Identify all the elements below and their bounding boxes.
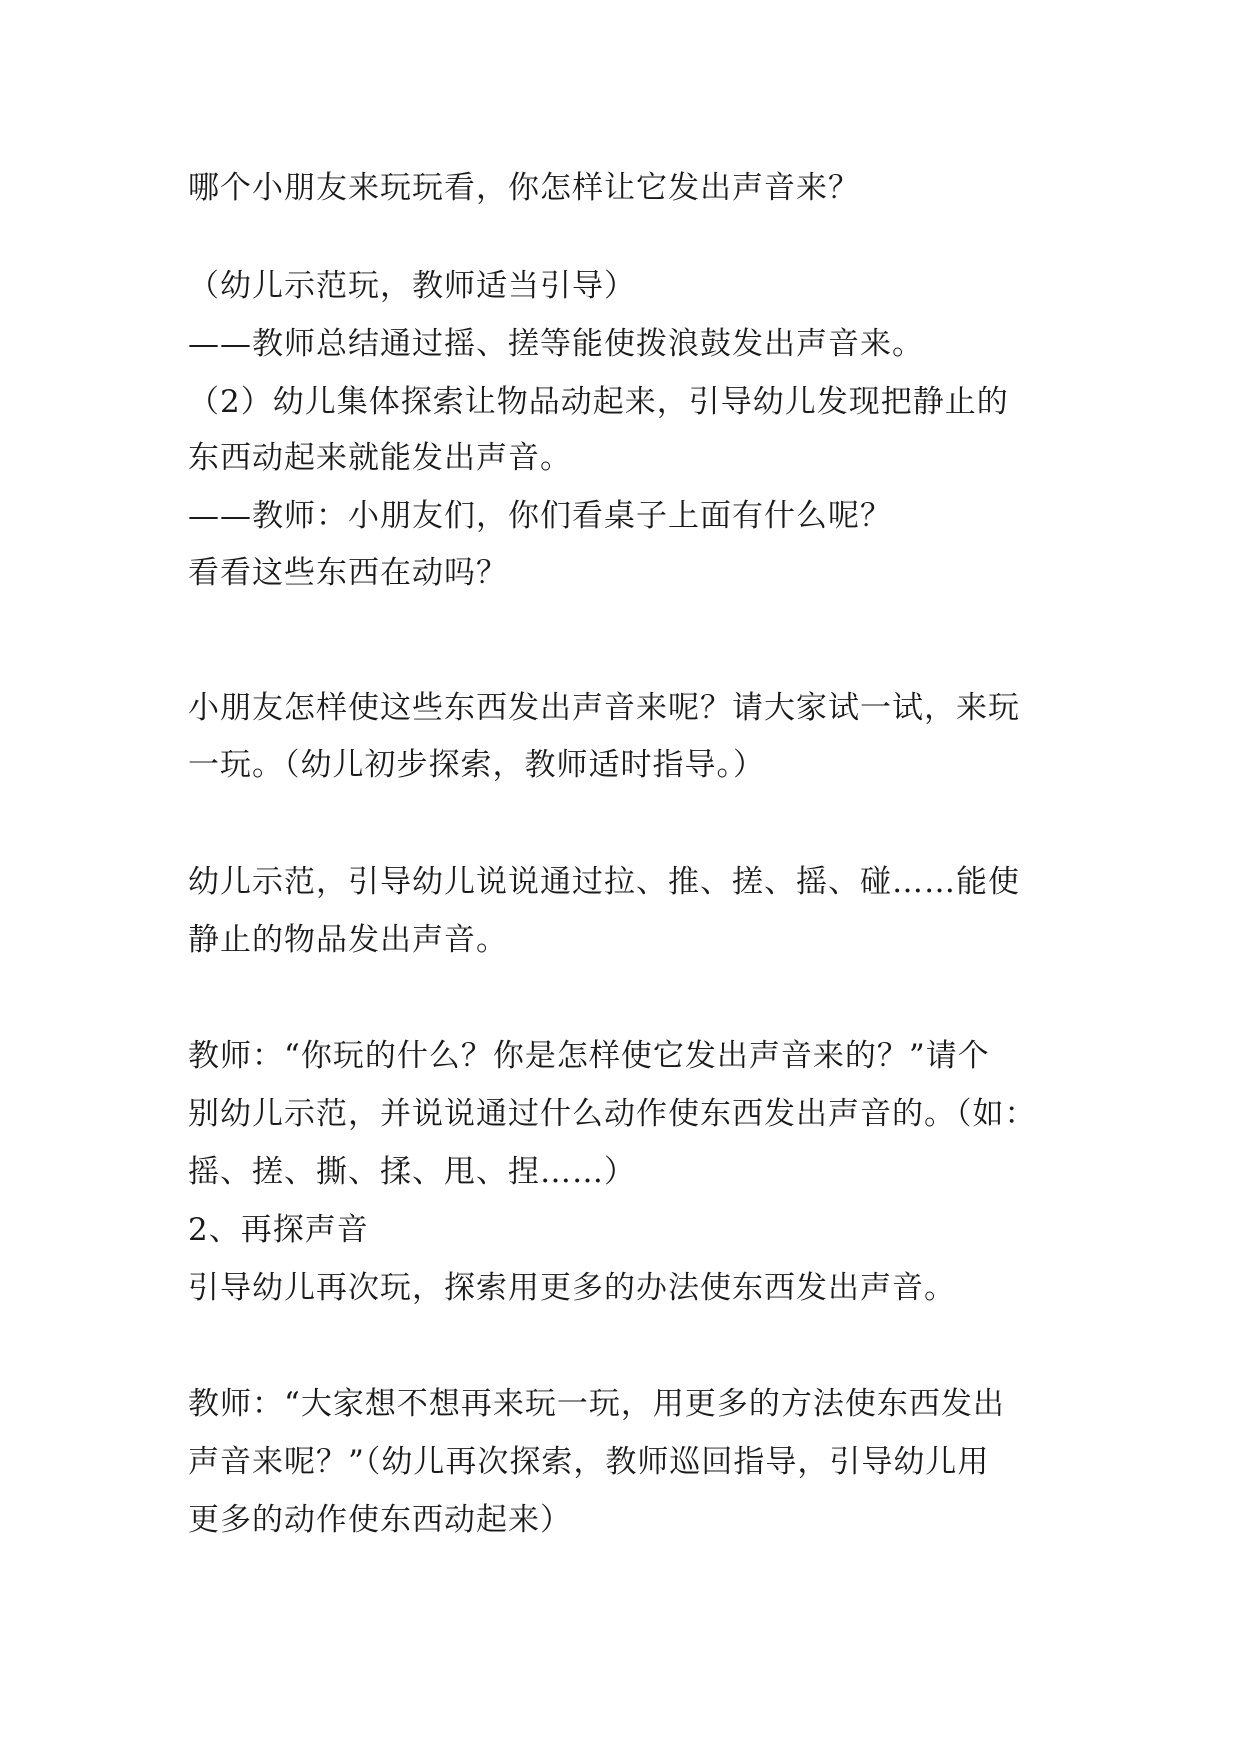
text-line: （幼儿示范玩，教师适当引导）	[188, 268, 636, 304]
text-line: 小朋友怎样使这些东西发出声音来呢？请大家试一试，来玩	[188, 690, 1020, 726]
text-line: 声音来呢？”（幼儿再次探索，教师巡回指导，引导幼儿用	[188, 1444, 990, 1480]
text-line: 东西动起来就能发出声音。	[188, 440, 572, 476]
text-line: 摇、搓、撕、揉、甩、捏……）	[188, 1154, 636, 1190]
text-line: （2）幼儿集体探索让物品动起来，引导幼儿发现把静止的	[188, 384, 1009, 420]
text-line: 幼儿示范，引导幼儿说说通过拉、推、搓、摇、碰……能使	[188, 864, 1020, 900]
section-heading: 2、再探声音	[188, 1212, 369, 1248]
text-line: 一玩。（幼儿初步探索，教师适时指导。）	[188, 747, 765, 783]
text-line: 别幼儿示范，并说说通过什么动作使东西发出声音的。（如：	[188, 1096, 1037, 1132]
text-line: ——教师总结通过摇、搓等能使拨浪鼓发出声音来。	[188, 326, 924, 362]
text-line: 更多的动作使东西动起来）	[188, 1502, 572, 1538]
text-line: 哪个小朋友来玩玩看，你怎样让它发出声音来？	[188, 170, 860, 206]
text-line: ——教师：小朋友们，你们看桌子上面有什么呢？	[188, 498, 892, 534]
text-line: 教师：“你玩的什么？你是怎样使它发出声音来的？”请个	[188, 1038, 990, 1074]
text-line: 看看这些东西在动吗？	[188, 555, 508, 591]
text-line: 教师：“大家想不想再来玩一玩，用更多的方法使东西发出	[188, 1386, 1005, 1422]
text-line: 引导幼儿再次玩，探索用更多的办法使东西发出声音。	[188, 1270, 956, 1306]
text-line: 静止的物品发出声音。	[188, 922, 508, 958]
